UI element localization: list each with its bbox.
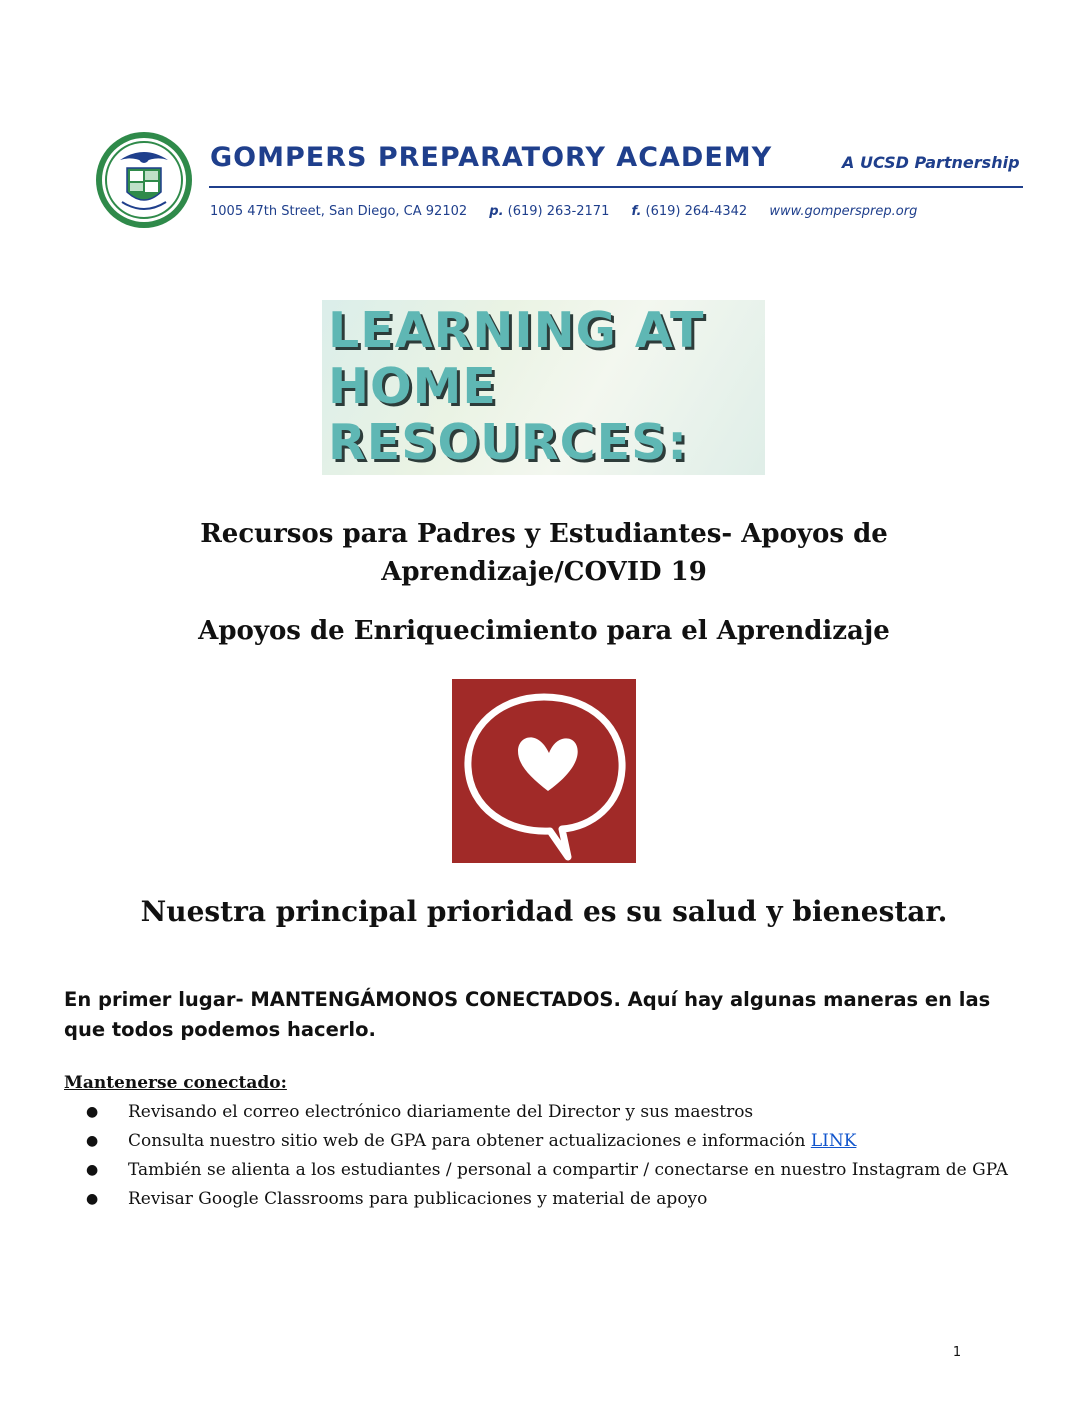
priority-statement: Nuestra principal prioridad es su salud y bienestar. [140, 895, 948, 928]
bullet-icon: ● [86, 1104, 99, 1120]
fax-label: f. [631, 204, 642, 219]
bullet-icon: ● [86, 1191, 99, 1207]
website-link[interactable]: LINK [810, 1131, 857, 1151]
learning-at-home-banner [322, 300, 765, 475]
heart-speech-bubble-icon [452, 679, 636, 863]
list-item [64, 1098, 1024, 1127]
address: 1005 47th Street, San Diego, CA 92102 [210, 204, 468, 219]
banner-line-3: RESOURCES: [328, 414, 688, 471]
list-item [64, 1127, 1024, 1156]
school-name: GOMPERS PREPARATORY ACADEMY [210, 142, 773, 173]
website[interactable]: www.gompersprep.org [769, 204, 918, 219]
document-subtitle: Apoyos de Enriquecimiento para el Aprendizaje [198, 616, 890, 646]
contact-line [210, 204, 1022, 219]
phone-number: (619) 263-2171 [507, 204, 610, 219]
banner-line-1: LEARNING AT [328, 302, 705, 359]
letterhead-divider [209, 186, 1023, 188]
phone-label: p. [489, 204, 504, 219]
list-item-text: Consulta nuestro sitio web de GPA para obtener actualizaciones e información [128, 1131, 811, 1151]
list-item [64, 1185, 1024, 1214]
list-item [64, 1156, 1024, 1185]
banner-line-2: HOME [328, 358, 497, 415]
page-number: 1 [952, 1345, 962, 1360]
school-logo [94, 130, 194, 230]
list-item-text: También se alienta a los estudiantes / personal a compartir / conectarse en nuestro Instagram de GPA [128, 1160, 1008, 1180]
bullet-icon: ● [86, 1162, 99, 1178]
heart-image [452, 679, 636, 863]
fax-number: (619) 264-4342 [645, 204, 748, 219]
title-line-1: Recursos para Padres y Estudiantes- Apoyos de [200, 519, 888, 549]
list-item-text: Revisar Google Classrooms para publicaciones y material de apoyo [128, 1189, 708, 1209]
partnership-label: A UCSD Partnership [842, 153, 1020, 172]
list-item-text: Revisando el correo electrónico diariamente del Director y sus maestros [128, 1102, 754, 1122]
bullet-list [64, 1098, 1024, 1214]
bullet-icon: ● [86, 1133, 99, 1149]
intro-paragraph: En primer lugar- MANTENGÁMONOS CONECTADOS. Aquí hay algunas maneras en las que todos podemos hacerlo. [64, 988, 991, 1041]
title-line-2: Aprendizaje/COVID 19 [381, 557, 707, 587]
document-title [120, 515, 968, 591]
section-heading: Mantenerse conectado: [64, 1073, 287, 1093]
